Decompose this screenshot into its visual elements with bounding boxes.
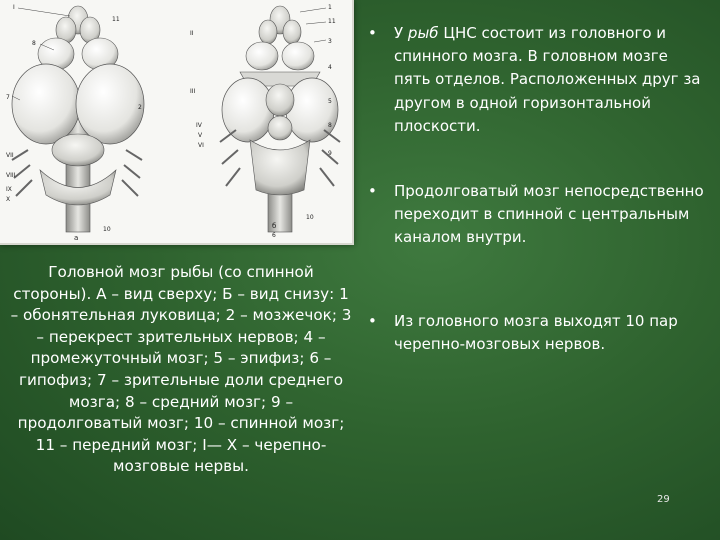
brain-illustration — [0, 0, 352, 243]
label-2-left: 2 — [138, 104, 142, 111]
label-4-right: 4 — [328, 64, 332, 71]
bullet-item-medulla — [366, 180, 704, 250]
label-nerve-V: V — [198, 132, 203, 139]
label-8-left: 8 — [32, 40, 36, 47]
bullet-2-text: Продолговатый мозг непосредственно переходит в спинной с центральным каналом внутри. — [394, 182, 704, 247]
brain-bottom-view — [220, 6, 340, 232]
bullet-marker: • — [368, 24, 377, 42]
label-3-right: 3 — [328, 38, 332, 45]
label-5-right: 5 — [328, 98, 332, 105]
label-7-left: 7 — [6, 94, 10, 101]
bullet-1-prefix: У — [394, 24, 408, 42]
label-nerve-II: II — [190, 30, 194, 37]
brain-figure — [0, 0, 354, 245]
bullet-marker: • — [368, 182, 377, 200]
label-10-left: 10 — [103, 226, 111, 233]
label-nerve-III: III — [190, 88, 196, 95]
label-nerve-I: I — [13, 4, 15, 11]
view-a-letter: а — [74, 234, 79, 242]
bullet-item-nerves — [366, 310, 704, 356]
bullet-1-emphasis: рыб — [407, 24, 439, 42]
bullet-1-rest: ЦНС состоит из головного и спинного мозга. В головном мозге пять отделов. Расположенных друг за другом в одной горизонтальной плоскости. — [394, 24, 701, 135]
label-1-right: 1 — [328, 4, 332, 11]
bullet-3-text: Из головного мозга выходят 10 пар черепно-мозговых нервов. — [394, 312, 678, 354]
view-b-letter: б — [272, 222, 277, 230]
label-nerve-IX: IX — [6, 186, 12, 193]
label-nerve-IV: IV — [196, 122, 202, 129]
label-8-right: 8 — [328, 122, 332, 129]
bullet-marker: • — [368, 312, 377, 330]
label-11-right: 11 — [328, 18, 336, 25]
label-11-left: 11 — [112, 16, 120, 23]
label-nerve-VIII: VIII — [6, 172, 16, 179]
figure-caption: Головной мозг рыбы (со спинной стороны). А – вид сверху; Б – вид снизу: 1 – обонятельная луковица; 2 – мозжечок; 3 – перекрест зрительных нервов; 4 – промежуточный мозг; 5 – эпифиз; 6 – гипофиз; 7 – зрительные доли среднего мозга; 8 – средний мозг; 9 – продолговатый мозг; 10 – спинной мозг; 11 – передний мозг; I— X – черепно-мозговые нервы. — [10, 263, 352, 476]
label-nerve-VI: VI — [198, 142, 204, 149]
bullet-item-cns — [366, 22, 704, 138]
label-6-right: 6 — [272, 232, 276, 239]
page-number: 29 — [657, 494, 670, 505]
label-9-right: 9 — [328, 150, 332, 157]
label-nerve-VII: VII — [6, 152, 14, 159]
label-nerve-X: X — [6, 196, 11, 203]
label-10-right: 10 — [306, 214, 314, 221]
